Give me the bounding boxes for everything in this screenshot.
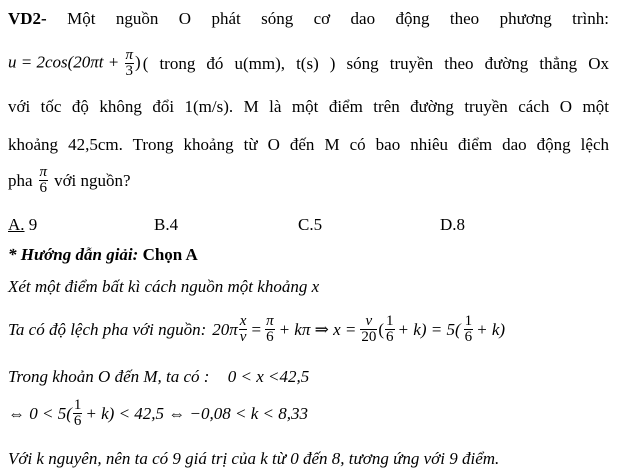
step-2-frac-5-num: 1 (464, 313, 473, 329)
step-4-frac-den: 6 (73, 413, 82, 429)
solution-step-4 (8, 398, 308, 429)
option-b-letter: B. (154, 215, 170, 234)
step-2-e: + k) (476, 319, 506, 339)
step-4-frac (73, 398, 83, 429)
solution-answer: Chọn A (142, 245, 198, 264)
step-2-frac-1 (239, 314, 248, 345)
option-a-letter: A. (8, 215, 25, 234)
problem-line-5 (8, 165, 131, 196)
step-2-frac-3-den: 20 (361, 329, 377, 345)
step-4-b: + k) < 42,5 ⇔ −0,08 < k < 8,33 (85, 403, 309, 423)
problem-line-1 (8, 8, 609, 30)
step-2-frac-2-num: π (266, 313, 274, 329)
equation-rhs: ) (135, 52, 141, 72)
wave-equation (8, 48, 141, 79)
step-2-frac-4 (385, 314, 395, 345)
equation-fraction (125, 48, 135, 79)
phase-frac-num: π (39, 164, 48, 180)
problem-label: VD2- (8, 9, 47, 28)
option-c (298, 215, 322, 235)
step-2-eq: = (251, 319, 262, 339)
option-c-value: 5 (313, 215, 323, 234)
option-a-value: 9 (28, 215, 38, 234)
option-c-letter: C. (298, 215, 314, 234)
phase-fraction (39, 165, 49, 196)
problem-line-4: khoảng 42,5cm. Trong khoảng từ O đến M có bao nhiêu điểm dao động lệch (8, 135, 609, 154)
step-4-frac-num: 1 (73, 397, 82, 413)
step-2-frac-1-den: v (239, 329, 247, 345)
step-2-frac-3-num: v (365, 313, 373, 329)
step-2-frac-3 (360, 314, 377, 345)
option-d-letter: D. (440, 215, 457, 234)
step-2-text: Ta có độ lệch pha với nguồn: (8, 319, 207, 339)
problem-text-1: Một nguồn O phát sóng cơ dao động theo phương trình: (67, 9, 609, 28)
option-d (440, 215, 465, 235)
problem-text-2: ( trong đó u(mm), t(s) ) sóng truyền theo đường thẳng Ox (142, 53, 609, 73)
step-2-b: + kπ ⇒ x = (278, 319, 357, 339)
equation-frac-num: π (125, 47, 134, 63)
solution-heading-line (8, 244, 198, 266)
step-2-d: + k) = 5( (397, 319, 461, 339)
option-d-value: 8 (456, 215, 466, 234)
step-2-frac-4-den: 6 (386, 329, 394, 345)
problem-line-2 (8, 48, 609, 79)
equation-frac-den: 3 (125, 63, 134, 79)
step-2-frac-1-num: x (239, 313, 247, 329)
option-a (8, 215, 37, 235)
option-b-value: 4 (169, 215, 179, 234)
step-2-frac-4-num: 1 (386, 313, 394, 329)
problem-text-5-post: với nguồn? (54, 170, 131, 190)
solution-step-2 (8, 314, 505, 345)
step-2-frac-2 (265, 314, 275, 345)
solution-conclusion: Với k nguyên, nên ta có 9 giá trị của k từ 0 đến 8, tương ứng với 9 điểm. (8, 449, 500, 468)
step-3-text: Trong khoản O đến M, ta có : (8, 367, 210, 386)
problem-text-5-pre: pha (8, 170, 33, 190)
solution-heading: * Hướng dẫn giải: (8, 245, 139, 264)
step-2-frac-2-den: 6 (266, 329, 274, 345)
step-4-a: ⇔ 0 < 5( (8, 403, 72, 423)
step-2-frac-5-den: 6 (464, 329, 473, 345)
equation-lhs: u = 2cos(20πt + (8, 52, 120, 72)
step-3-math: 0 < x <42,5 (227, 367, 310, 386)
step-2-frac-5 (464, 314, 474, 345)
phase-frac-den: 6 (39, 180, 48, 196)
step-2-a: 20π (212, 319, 238, 339)
problem-line-3: với tốc độ không đổi 1(m/s). M là một điểm trên đường truyền cách O một (8, 97, 609, 116)
step-2-c: ( (378, 319, 385, 339)
solution-step-3 (8, 366, 309, 388)
option-b (154, 215, 178, 235)
solution-step-1: Xét một điểm bất kì cách nguồn một khoảng x (8, 277, 320, 296)
